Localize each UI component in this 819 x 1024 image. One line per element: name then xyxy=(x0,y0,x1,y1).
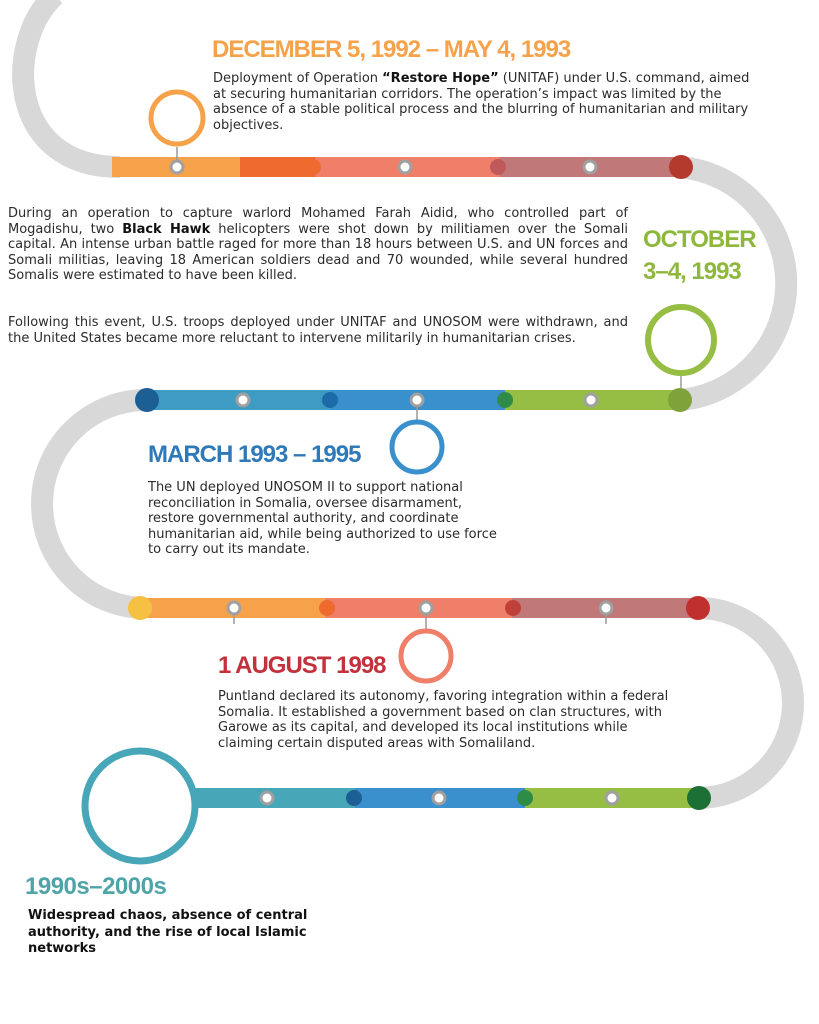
dot-row1-orange xyxy=(305,159,321,175)
dot-row2-start xyxy=(135,388,159,412)
event-text-part: During an operation to capture warlord Mohamed Farah Aidid, who controlled part of Mogadishu, two xyxy=(8,206,628,237)
dot-row4-end xyxy=(687,786,711,810)
track-curve-right-2 xyxy=(698,608,793,798)
dot-row2-green xyxy=(497,392,513,408)
event-text-part: (UNITAF) under U.S. command, aimed at securing humanitarian corridors. The operation’s impact was limited by the absence of a stable political process and the blurring of humanitarian and military objectives. xyxy=(213,71,750,133)
ring-dot xyxy=(171,161,183,173)
milestone-circle-green xyxy=(648,307,714,373)
ring-dot xyxy=(228,602,240,614)
event-text-part: Deployment of Operation xyxy=(213,71,383,86)
event-text-chaos: Widespread chaos, absence of central authority, and the rise of local Islamic networks xyxy=(28,908,308,956)
dot-row1-rose xyxy=(490,159,506,175)
ring-dot xyxy=(600,602,612,614)
dot-row3-end xyxy=(686,596,710,620)
dot-row1-end xyxy=(669,155,693,179)
track-curve-top-left xyxy=(23,0,120,167)
event-text-restore-hope xyxy=(213,71,758,133)
event-date-restore-hope: DECEMBER 5, 1992 – MAY 4, 1993 xyxy=(212,36,571,63)
milestone-circle-teal xyxy=(85,751,195,861)
dot-row3-start xyxy=(128,596,152,620)
track-curve-left xyxy=(42,400,146,608)
event-text-part: helicopters were shot down by militiamen over the Somali capital. An intense urban battle raged for more than 18 hours between U.S. and UN forces and Somali militias, leaving 18 American soldiers dead and 70 wounded, while several hundred Somalis were estimated to have been killed. xyxy=(8,221,628,284)
dot-row3-orange xyxy=(319,600,335,616)
ring-dot xyxy=(420,602,432,614)
event-text-black-hawk-aftermath: Following this event, U.S. troops deployed under UNITAF and UNOSOM were withdrawn, and the United States became more reluctant to intervene militarily in humanitarian crises. xyxy=(8,315,628,346)
event-date-chaos: 1990s–2000s xyxy=(25,873,167,900)
event-text-puntland: Puntland declared its autonomy, favoring integration within a federal Somalia. It established a government based on clan structures, with Garowe as its capital, and developed its local institutions while claiming certain disputed areas with Somaliland. xyxy=(218,689,669,751)
dot-row2-blue xyxy=(322,392,338,408)
event-date-unosom-ii: MARCH 1993 – 1995 xyxy=(148,441,361,468)
ring-dot xyxy=(399,161,411,173)
ring-dot xyxy=(411,394,423,406)
event-text-black-hawk xyxy=(8,206,628,284)
milestone-circle-salmon xyxy=(401,631,451,681)
ring-dot xyxy=(433,792,445,804)
dot-row4-blue xyxy=(346,790,362,806)
ring-dot xyxy=(606,792,618,804)
ring-dot xyxy=(237,394,249,406)
event-text-bold: “Restore Hope” xyxy=(382,71,499,86)
event-date-black-hawk-line2: 3–4, 1993 xyxy=(643,258,741,285)
dot-row3-red xyxy=(505,600,521,616)
dot-row2-end xyxy=(668,388,692,412)
event-date-black-hawk-line1: OCTOBER xyxy=(643,226,756,253)
event-text-bold: Black Hawk xyxy=(122,221,211,237)
ring-dot xyxy=(584,161,596,173)
event-date-puntland: 1 AUGUST 1998 xyxy=(218,652,386,679)
ring-dot xyxy=(585,394,597,406)
milestone-circle-blue xyxy=(392,422,442,472)
ring-dot xyxy=(261,792,273,804)
event-text-unosom-ii: The UN deployed UNOSOM II to support national reconciliation in Somalia, oversee disarmament, restore governmental authority, and coordinate humanitarian aid, while being authorized to use force to carry out its mandate. xyxy=(148,480,497,558)
dot-row4-green xyxy=(517,790,533,806)
milestone-circle-orange xyxy=(151,92,203,144)
